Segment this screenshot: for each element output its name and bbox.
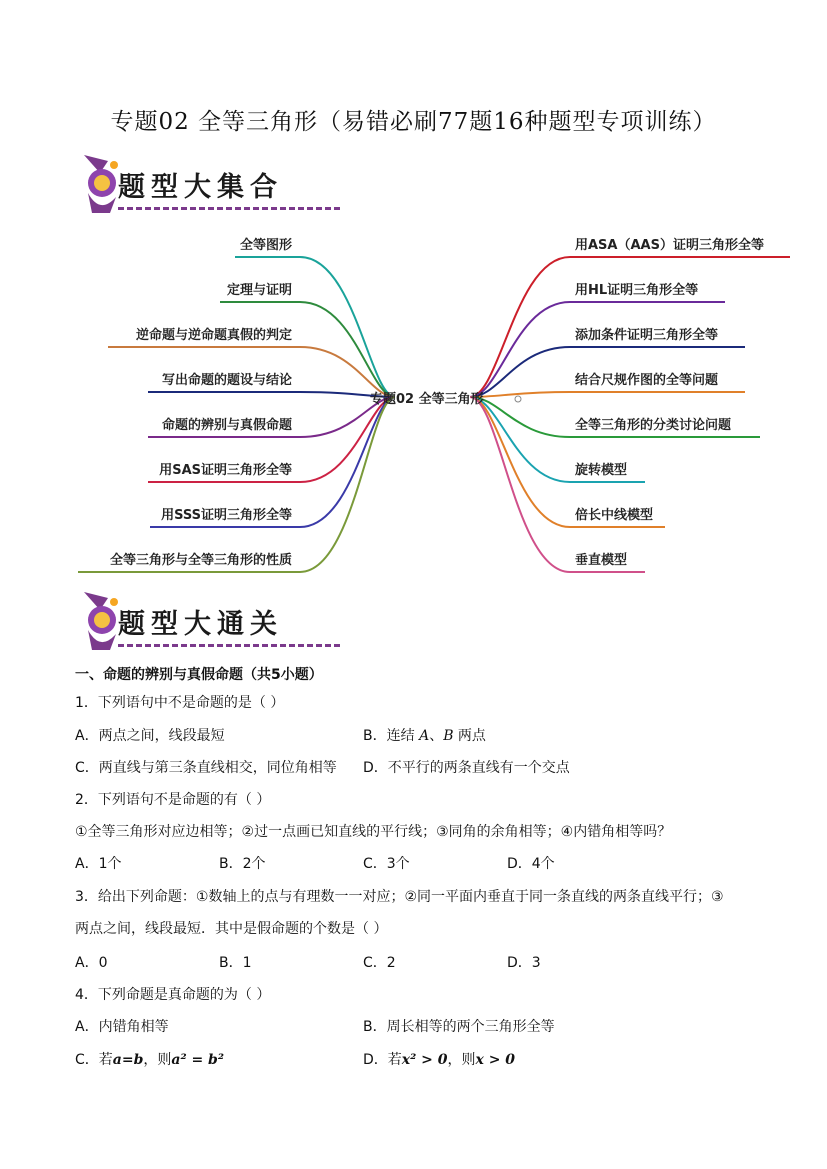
mind-map-topic-right[interactable]: 全等三角形的分类讨论问题 — [575, 418, 732, 433]
question-1-option-b — [363, 725, 486, 745]
mind-map-branch-left — [108, 347, 395, 397]
question-4-stem: 4．下列命题是真命题的为（ ） — [75, 987, 271, 1003]
inequality-x-positive: x > 0 — [475, 1052, 516, 1068]
question-4-option-b: B．周长相等的两个三角形全等 — [363, 1019, 555, 1035]
section-heading: 一、命题的辨别与真假命题（共5小题） — [75, 667, 323, 683]
mind-map-topic-right[interactable]: 结合尺规作图的全等问题 — [575, 373, 719, 388]
question-2-option-a: A．1个 — [75, 856, 122, 872]
mind-map — [0, 225, 827, 580]
inequality-x2-positive: x² > 0 — [401, 1052, 448, 1068]
banner-divider — [118, 644, 340, 647]
mind-map-topic-left[interactable]: 用SSS证明三角形全等 — [161, 508, 292, 523]
banner-pass-text: 题型大通关 — [118, 609, 283, 640]
option-c-mid: ，则 — [143, 1052, 172, 1068]
mind-map-topic-right[interactable]: 倍长中线模型 — [575, 508, 654, 523]
mind-map-topic-right[interactable]: 垂直模型 — [575, 553, 628, 568]
mind-map-branch-right — [470, 347, 745, 397]
mind-map-topic-left[interactable]: 命题的辨别与真假命题 — [161, 418, 292, 433]
banner-collection-text: 题型大集合 — [118, 172, 283, 203]
question-2-statements: ①全等三角形对应边相等；②过一点画已知直线的平行线；③同角的余角相等；④内错角相等吗？ — [75, 824, 672, 840]
mind-map-center: 专题02 全等三角形 — [370, 392, 484, 407]
separator: 、 — [429, 728, 444, 744]
question-3-stem-line2: 两点之间，线段最短．其中是假命题的个数是（ ） — [75, 921, 388, 937]
mind-map-branch-right — [470, 392, 745, 397]
question-4-option-d — [363, 1049, 515, 1069]
banner-divider — [118, 207, 340, 210]
point-b: B — [443, 728, 454, 744]
mind-map-topic-right[interactable]: 用ASA（AAS）证明三角形全等 — [575, 238, 764, 253]
question-4-option-a: A．内错角相等 — [75, 1019, 169, 1035]
option-d-prefix: D．若 — [363, 1052, 402, 1068]
equation-a2-equals-b2: a² = b² — [171, 1052, 224, 1068]
question-4-option-c — [75, 1049, 224, 1069]
expand-icon[interactable] — [515, 396, 521, 402]
mind-map-topic-right[interactable]: 旋转模型 — [575, 463, 628, 478]
question-1-option-d: D．不平行的两条直线有一个交点 — [363, 760, 570, 776]
option-b-prefix: B．连结 — [363, 728, 420, 744]
mind-map-branch-left — [148, 392, 395, 397]
mind-map-topic-left[interactable]: 逆命题与逆命题真假的判定 — [135, 328, 292, 343]
mind-map-topic-left[interactable]: 全等三角形与全等三角形的性质 — [109, 553, 292, 568]
banner-pass — [78, 590, 308, 660]
question-1-stem: 1．下列语句中不是命题的是（ ） — [75, 695, 285, 711]
question-3-option-b: B．1 — [219, 955, 252, 971]
question-2-option-b: B．2个 — [219, 856, 266, 872]
question-3-stem-line1: 3．给出下列命题：①数轴上的点与有理数一一对应；②同一平面内垂直于同一条直线的两条直线平行；③ — [75, 889, 724, 905]
equation-a-equals-b: a=b — [112, 1052, 144, 1068]
question-3-option-d: D．3 — [507, 955, 541, 971]
option-b-suffix: 两点 — [453, 728, 486, 744]
question-2-stem: 2．下列语句不是命题的有（ ） — [75, 792, 271, 808]
banner-collection — [78, 153, 308, 223]
option-d-mid: ，则 — [447, 1052, 476, 1068]
mind-map-topic-right[interactable]: 添加条件证明三角形全等 — [575, 328, 719, 343]
mind-map-topic-right[interactable]: 用HL证明三角形全等 — [575, 283, 699, 298]
mind-map-topic-left[interactable]: 定理与证明 — [226, 283, 292, 298]
mind-map-topic-left[interactable]: 用SAS证明三角形全等 — [159, 463, 292, 478]
point-a: A — [419, 728, 430, 744]
page-title: 专题02 全等三角形（易错必刷77题16种题型专项训练） — [110, 109, 717, 135]
question-1-option-c: C．两直线与第三条直线相交，同位角相等 — [75, 760, 337, 776]
question-3-option-c: C．2 — [363, 955, 396, 971]
question-2-option-d: D．4个 — [507, 856, 555, 872]
mind-map-topic-left[interactable]: 全等图形 — [239, 238, 292, 253]
mind-map-topic-left[interactable]: 写出命题的题设与结论 — [161, 373, 292, 388]
option-c-prefix: C．若 — [75, 1052, 113, 1068]
question-2-option-c: C．3个 — [363, 856, 410, 872]
question-3-option-a: A．0 — [75, 955, 108, 971]
question-1-option-a: A．两点之间，线段最短 — [75, 728, 225, 744]
